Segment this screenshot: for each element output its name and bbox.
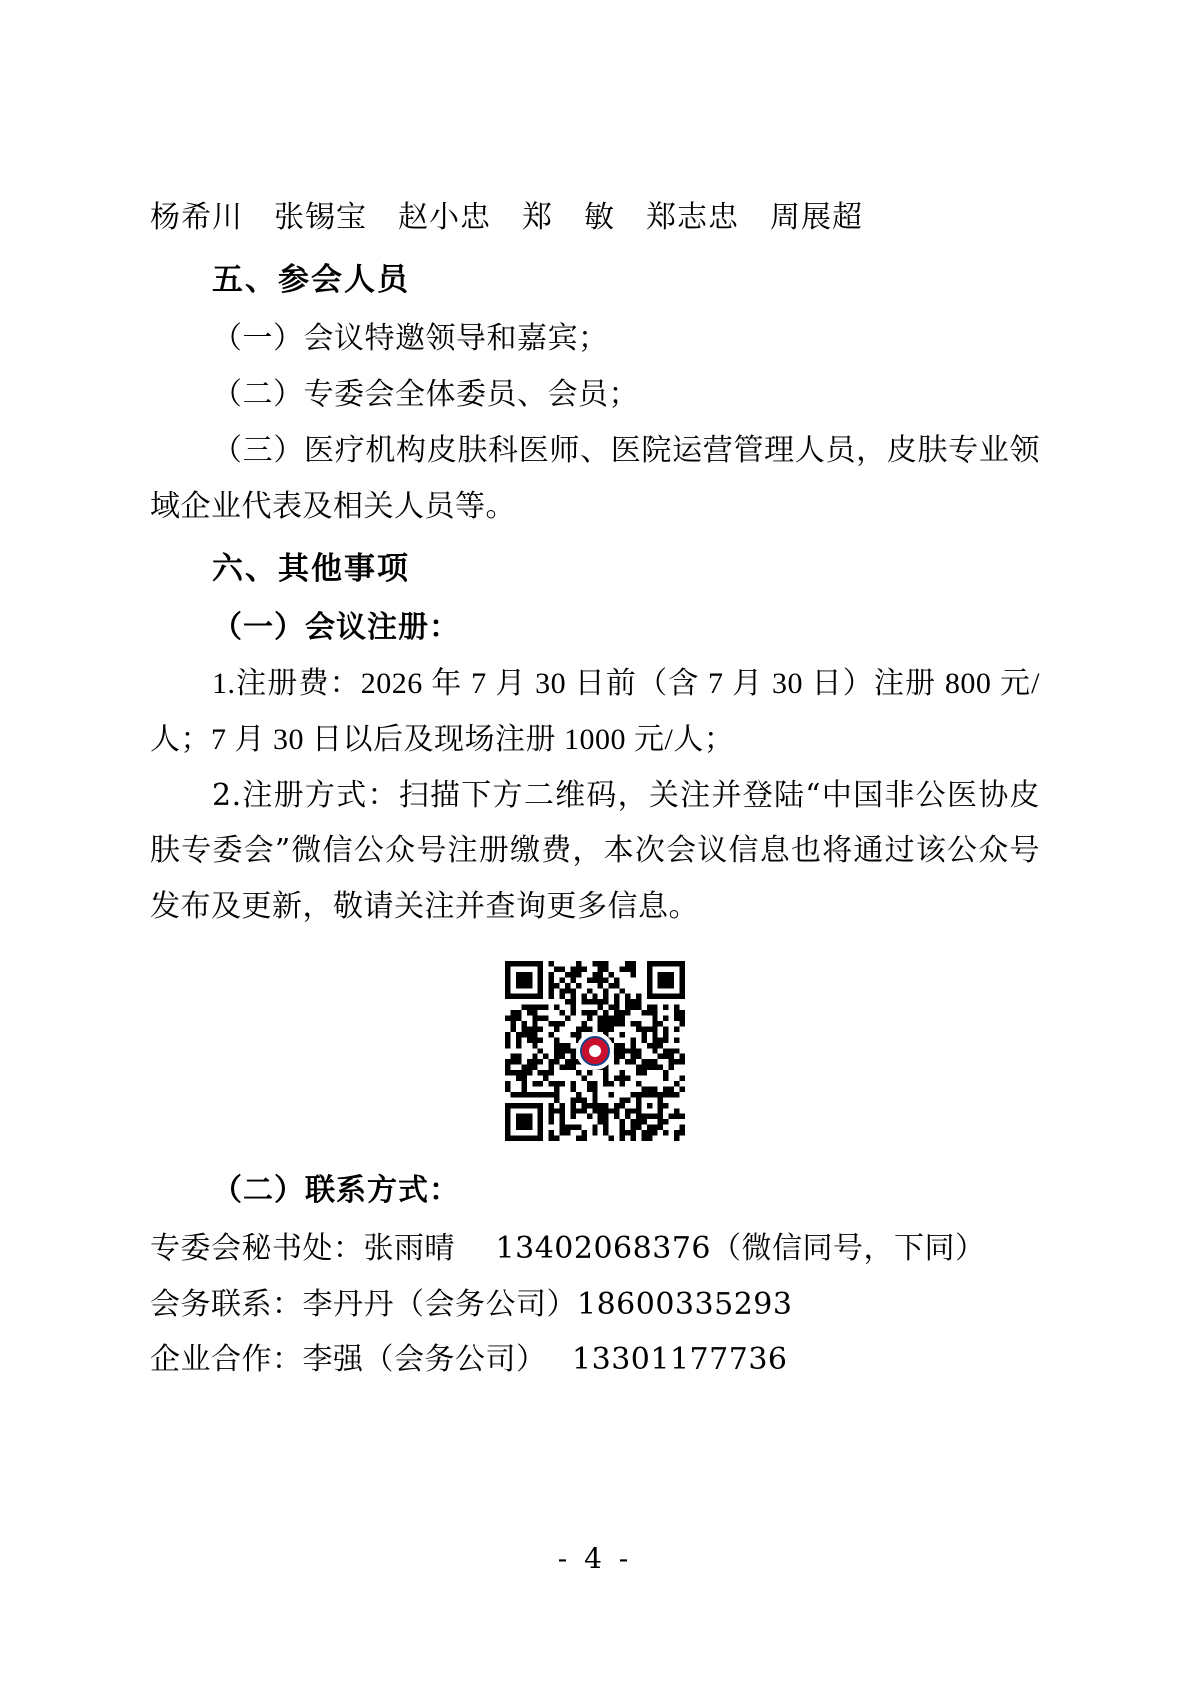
qr-center-logo-icon	[576, 1032, 614, 1070]
committee-name-row: 杨希川 张锡宝 赵小忠 郑 敏 郑志忠 周展超	[150, 200, 863, 235]
section-heading-6: 六、其他事项	[212, 550, 410, 587]
section-heading-5: 五、参会人员	[212, 261, 410, 298]
section6-sub2-title: （二）联系方式：	[212, 1173, 460, 1209]
section5-item-1: （一）会议特邀领导和嘉宾；	[212, 321, 609, 357]
section5-item-3: （三）医疗机构皮肤科医师、医院运营管理人员，皮肤专业领域企业代表及相关人员等。	[150, 433, 1040, 524]
qr-code-image	[505, 961, 685, 1141]
registration-method-paragraph: 2.注册方式：扫描下方二维码，关注并登陆“中国非公医协皮肤专委会”微信公众号注册缴费，本次会议信息也将通过该公众号发布及更新，敬请关注并查询更多信息。	[150, 777, 1040, 925]
qr-code-section	[150, 961, 1040, 1141]
document-body	[150, 190, 1040, 1388]
contact-secretariat: 专委会秘书处：张雨晴 13402068376（微信同号，下同）	[150, 1230, 986, 1266]
section6-sub1-title: （一）会议注册：	[212, 610, 460, 646]
section5-item-2: （二）专委会全体委员、会员；	[212, 377, 639, 413]
contact-list	[150, 1221, 1040, 1388]
page-number: - 4 -	[557, 1542, 633, 1575]
registration-fee-paragraph: 1.注册费：2026 年 7 月 30 日前（含 7 月 30 日）注册 800 元/人；7 月 30 日以后及现场注册 1000 元/人；	[150, 667, 1040, 756]
contact-conference-affairs: 会务联系：李丹丹（会务公司）18600335293	[150, 1286, 793, 1322]
contact-enterprise-cooperation: 企业合作：李强（会务公司） 13301177736	[150, 1342, 788, 1378]
